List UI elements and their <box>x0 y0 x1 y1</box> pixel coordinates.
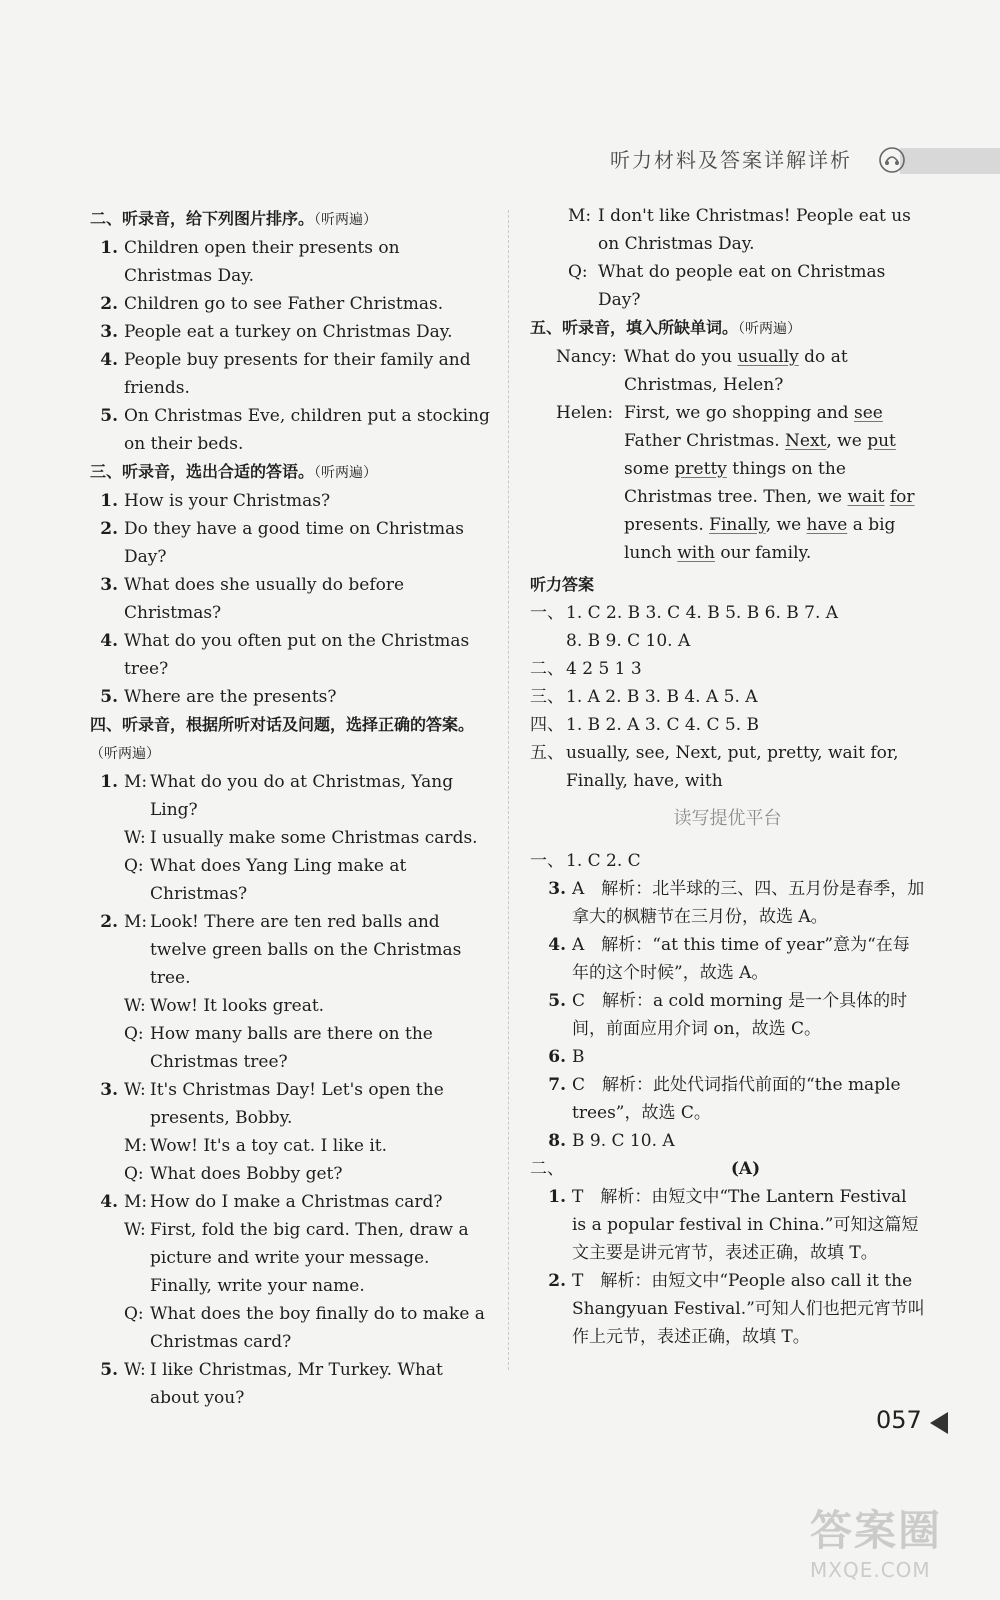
dialogue-item <box>90 908 490 1076</box>
explanation-item <box>530 1071 925 1127</box>
text-part: Father Christmas. <box>624 431 786 451</box>
watermark-text: 答案圈 <box>810 1506 943 1555</box>
answer-row <box>530 1155 925 1183</box>
list-item <box>90 571 490 627</box>
dialogue-line <box>124 852 490 908</box>
speaker: Q: <box>124 1164 144 1184</box>
item-number: 2. <box>100 912 118 932</box>
speaker: M: <box>124 1192 148 1212</box>
header-bar <box>900 148 1000 174</box>
item-text: What does she usually do before Christmas? <box>124 575 405 623</box>
list-item <box>90 402 490 458</box>
dialogue-item <box>90 1356 490 1412</box>
filled-word: wait <box>847 487 885 507</box>
answer-text: usually, see, Next, put, pretty, wait for, Finally, have, with <box>566 743 899 791</box>
answer-row <box>530 683 925 711</box>
line-text: What do people eat on Christmas Day? <box>598 262 886 310</box>
dialogue-line <box>530 343 925 399</box>
speaker: Q: <box>124 856 144 876</box>
text-part: , we <box>826 431 868 451</box>
speaker: M: <box>124 1136 148 1156</box>
item-text: T 解析：由短文中“People also call it the Shangyuan Festival.”可知人们也把元宵节叫作上元节，表述正确，故填 T。 <box>572 1271 925 1347</box>
text-part: a big lunch <box>624 515 896 563</box>
item-number: 1. <box>100 238 118 258</box>
item-number: 5. <box>100 687 118 707</box>
item-number: 5. <box>100 1360 118 1380</box>
filled-word: for <box>889 487 915 507</box>
list-item <box>90 487 490 515</box>
line-text: Wow! It's a toy cat. I like it. <box>150 1136 388 1156</box>
left-column <box>90 205 490 1412</box>
item-number: 3. <box>100 575 118 595</box>
answer-label: 二、 <box>530 1159 564 1179</box>
answers-heading: 听力答案 <box>530 575 595 594</box>
answer-text: 4 2 5 1 3 <box>566 659 642 679</box>
explanation-item <box>530 1183 925 1267</box>
speaker: M: <box>124 912 148 932</box>
dialogue-line <box>124 1132 490 1160</box>
line-text: Wow! It looks great. <box>150 996 325 1016</box>
line-text: What does the boy finally do to make a Christmas card? <box>150 1304 485 1352</box>
dialogue-lines <box>124 1076 490 1188</box>
item-number: 4. <box>100 1192 118 1212</box>
line-text: How many balls are there on the Christmas tree? <box>150 1024 433 1072</box>
dialogue-line <box>124 992 490 1020</box>
explanation-item <box>530 1043 925 1071</box>
section-4-heading <box>90 711 490 768</box>
dialogue-line <box>124 1188 490 1216</box>
dialogue-lines <box>124 768 490 908</box>
section-5-heading <box>530 314 925 343</box>
item-number: 7. <box>548 1075 566 1095</box>
dialogue-item <box>90 1076 490 1188</box>
right-column <box>530 202 925 1351</box>
site-watermark <box>810 1498 980 1588</box>
item-text: T 解析：由短文中“The Lantern Festival is a popular festival in China.”可知这篇短文主要是讲元宵节，表述正确，故填 T。 <box>572 1187 919 1263</box>
dialogue-item <box>90 1188 490 1356</box>
answer-label: 四、 <box>530 715 564 735</box>
section-4-title: 四、听录音，根据所听对话及问题，选择正确的答案。 <box>90 715 475 734</box>
dialogue-lines <box>124 1188 490 1356</box>
line-text: I like Christmas, Mr Turkey. What about you? <box>150 1360 443 1408</box>
dialogue-line <box>124 1160 490 1188</box>
page-number: 057 <box>876 1406 922 1434</box>
page-header <box>610 144 1000 178</box>
dialogue-lines <box>124 908 490 1076</box>
section-5-title: 五、听录音，填入所缺单词。 <box>530 318 739 337</box>
answer-label <box>530 627 566 655</box>
item-number: 4. <box>100 350 118 370</box>
list-item <box>90 627 490 683</box>
section-3-heading <box>90 458 490 487</box>
item-number: 1. <box>100 772 118 792</box>
answer-text: 1. A 2. B 3. B 4. A 5. A <box>566 687 758 707</box>
item-number: 3. <box>100 1080 118 1100</box>
item-number: 1. <box>548 1187 566 1207</box>
item-text: Where are the presents? <box>124 687 337 707</box>
section-2-heading <box>90 205 490 234</box>
section-2-title: 二、听录音，给下列图片排序。 <box>90 209 315 228</box>
header-title: 听力材料及答案详解详析 <box>610 148 852 172</box>
item-number: 2. <box>100 519 118 539</box>
headphones-icon <box>878 146 906 174</box>
item-text: B 9. C 10. A <box>572 1131 675 1151</box>
explanation-item <box>530 987 925 1043</box>
answer-label: 二、 <box>530 659 564 679</box>
item-text: People buy presents for their family and friends. <box>124 350 471 398</box>
section-5-note: （听两遍） <box>738 321 802 337</box>
line-text: What does Yang Ling make at Christmas? <box>150 856 407 904</box>
speaker: Q: <box>124 1024 144 1044</box>
item-text: B <box>572 1047 585 1067</box>
list-item <box>90 290 490 318</box>
line-text: I usually make some Christmas cards. <box>150 828 478 848</box>
answer-row <box>530 627 925 655</box>
item-number: 3. <box>100 322 118 342</box>
dialogue-lines <box>124 1356 490 1412</box>
dialogue-line <box>124 1020 490 1076</box>
answer-text: 8. B 9. C 10. A <box>566 631 691 651</box>
list-item <box>90 346 490 402</box>
item-number: 8. <box>548 1131 566 1151</box>
explanation-item <box>530 1267 925 1351</box>
list-item <box>90 683 490 711</box>
speaker: M: <box>568 206 592 226</box>
item-text: A 解析：“at this time of year”意为“在每年的这个时候”，故选 A。 <box>572 935 910 983</box>
speaker: M: <box>124 772 148 792</box>
section-3-title: 三、听录音，选出合适的答语。 <box>90 462 315 481</box>
item-text: How is your Christmas? <box>124 491 331 511</box>
line-text: First, fold the big card. Then, draw a picture and write your message. Finally, write your name. <box>150 1220 469 1296</box>
dialogue-line <box>124 1216 490 1300</box>
dialogue-line <box>124 1300 490 1356</box>
filled-word: with <box>677 543 715 563</box>
speaker: W: <box>124 996 146 1016</box>
filled-word: usually <box>737 347 799 367</box>
speaker: Nancy: <box>556 347 617 367</box>
line-text: I don't like Christmas! People eat us on Christmas Day. <box>598 206 911 254</box>
filled-word: pretty <box>674 459 727 479</box>
item-number: 6. <box>548 1047 566 1067</box>
watermark-url: MXQE.COM <box>810 1558 931 1582</box>
item-text: C 解析：a cold morning 是一个具体的时间，前面应用介词 on，故选 C。 <box>572 991 908 1039</box>
item-number: 5. <box>548 991 566 1011</box>
answer-label: 五、 <box>530 743 564 763</box>
section-4-note: （听两遍） <box>90 746 160 762</box>
dialogue-line <box>530 202 925 258</box>
line-text: What does Bobby get? <box>150 1164 343 1184</box>
page-arrow-icon <box>930 1412 948 1434</box>
item-number: 1. <box>100 491 118 511</box>
filled-word: put <box>867 431 896 451</box>
item-number: 2. <box>548 1271 566 1291</box>
filled-word: have <box>806 515 848 535</box>
explanation-item <box>530 1127 925 1155</box>
text-part: What do you <box>624 347 738 367</box>
dialogue-line <box>124 908 490 992</box>
filled-word: Next <box>785 431 827 451</box>
dialogue-item <box>90 768 490 908</box>
answer-label: 一、 <box>530 603 564 623</box>
dialogue-line <box>124 1356 490 1412</box>
item-text: A 解析：北半球的三、四、五月份是春季，加拿大的枫糖节在三月份，故选 A。 <box>572 879 925 927</box>
answer-label: 一、 <box>530 851 564 871</box>
line-text: It's Christmas Day! Let's open the presents, Bobby. <box>150 1080 444 1128</box>
answer-row <box>530 599 925 627</box>
speaker: Helen: <box>556 403 614 423</box>
list-item <box>90 515 490 571</box>
answer-row <box>530 655 925 683</box>
column-divider <box>508 210 509 1370</box>
item-number: 5. <box>100 406 118 426</box>
answer-row <box>530 711 925 739</box>
text-part: our family. <box>715 543 812 563</box>
speaker: W: <box>124 1360 146 1380</box>
item-number: 2. <box>100 294 118 314</box>
platform-title: 读写提优平台 <box>673 808 782 829</box>
answer-label: 三、 <box>530 687 564 707</box>
answer-row <box>530 847 925 875</box>
item-text: What do you often put on the Christmas tree? <box>124 631 470 679</box>
explanation-item <box>530 875 925 931</box>
text-part: some <box>624 459 675 479</box>
speaker: W: <box>124 828 146 848</box>
item-number: 4. <box>100 631 118 651</box>
dialogue-line <box>124 1076 490 1132</box>
item-text: Children go to see Father Christmas. <box>124 294 444 314</box>
dialogue-line <box>124 768 490 824</box>
dialogue-line <box>530 258 925 314</box>
filled-word: see <box>853 403 883 423</box>
speaker: W: <box>124 1220 146 1240</box>
text-part: do at Christmas, Helen? <box>624 347 848 395</box>
section-3-note: （听两遍） <box>314 465 378 481</box>
speaker: Q: <box>124 1304 144 1324</box>
item-number: 4. <box>548 935 566 955</box>
answer-row <box>530 739 925 795</box>
answer-text: 1. C 2. C <box>566 851 641 871</box>
list-item <box>90 318 490 346</box>
text-part: things on the Christmas tree. Then, we <box>624 459 848 507</box>
section-2-note: （听两遍） <box>314 212 378 228</box>
line-text: What do you do at Christmas, Yang Ling? <box>150 772 454 820</box>
answer-text: 1. C 2. B 3. C 4. B 5. B 6. B 7. A <box>566 603 839 623</box>
line-text: Look! There are ten red balls and twelve green balls on the Christmas tree. <box>150 912 462 988</box>
item-text: People eat a turkey on Christmas Day. <box>124 322 453 342</box>
filled-word: Finally <box>709 515 766 535</box>
line-text <box>624 399 925 567</box>
list-item <box>90 234 490 290</box>
speaker: Q: <box>568 262 588 282</box>
subsection-label: (A) <box>730 1159 761 1179</box>
item-text: On Christmas Eve, children put a stocking on their beds. <box>124 406 490 454</box>
line-text <box>624 343 925 399</box>
dialogue-line <box>530 399 925 567</box>
item-text: C 解析：此处代词指代前面的“the maple trees”，故选 C。 <box>572 1075 901 1123</box>
item-number: 3. <box>548 879 566 899</box>
dialogue-line <box>124 824 490 852</box>
speaker: W: <box>124 1080 146 1100</box>
text-part: First, we go shopping and <box>624 403 854 423</box>
item-text: Children open their presents on Christmas Day. <box>124 238 400 286</box>
text-part: , we <box>765 515 807 535</box>
answer-text: 1. B 2. A 3. C 4. C 5. B <box>566 715 760 735</box>
line-text: How do I make a Christmas card? <box>150 1192 443 1212</box>
text-part: presents. <box>624 515 710 535</box>
item-text: Do they have a good time on Christmas Day? <box>124 519 464 567</box>
explanation-item <box>530 931 925 987</box>
